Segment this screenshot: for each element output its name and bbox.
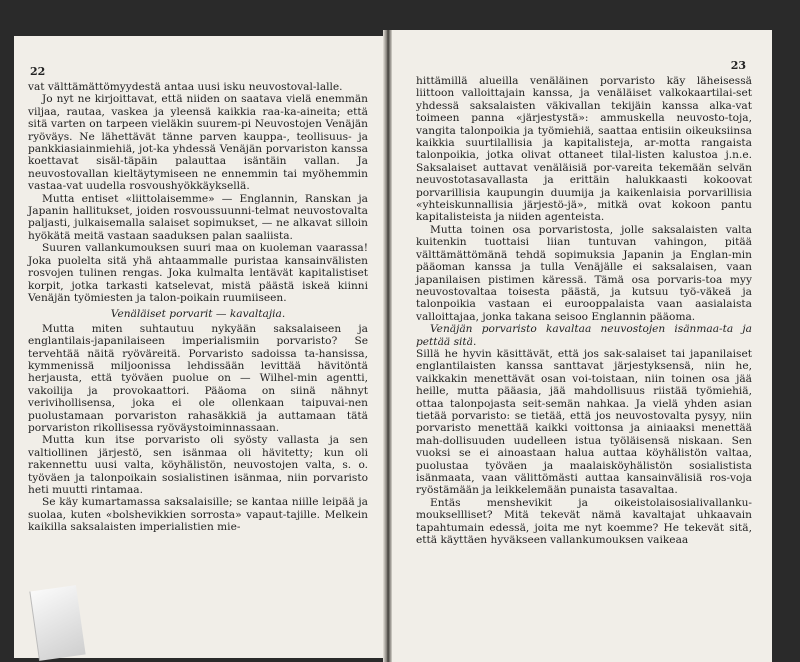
section-heading: Venäjän porvaristo kavaltaa neuvostojen isänmaa-ta ja pettää sitä. (416, 323, 752, 348)
page-corner-fold (29, 585, 85, 661)
paragraph: vat välttämättömyydestä antaa uusi isku neuvostoval-lalle. (28, 81, 343, 93)
right-page-text (416, 75, 752, 546)
page-number-left: 22 (30, 65, 46, 78)
paragraph: Sillä he hyvin käsittävät, että jos sak-salaiset tai japanilaiset englantilaisten kanssa santtavat järjestyksensä, niin he, vaikkakin menettävät osan voi-toistaan, niin toinen osa jää heille, mutta pääasia, jää mahdollisuus riistää työmiehiä, ottaa talonpojasta seit-semän nahkaa. Ja vielä yhden asian tietää porvaristo: se tietää, että jos neuvostovalta pysyy, niin porvaristo menettää kaikki voittonsa ja ainiaaksi menettää mah-dollisuuden uudelleen istua työläisensä niskaan. Sen vuoksi se ei ainoastaan halua auttaa köyhälistön valtaa, puolustaa työväen ja maalaisköyhälistön sosialistista isänmaata, vaan välittömästi auttaa kansainvälisiä ros-voja ryöstämään ja leikkelemään punaista tasavaltaa. (416, 347, 752, 497)
paragraph: Entäs menshevikit ja oikeistolaisosialivallanku-mouksellliset? Mitä tekevät nämä kavaltajat uhkaavain tapahtumain edessä, joita me nyt koemme? He tekevät sitä, että käyttäen hyväkseen vallankumouksen vaikeaa (416, 496, 752, 547)
paragraph: Se käy kumartamassa saksalaisille; se kantaa niille leipää ja suolaa, kuten «bolshevikkien sorrosta» vapaut-tajille. Melkein kaikilla saksalaisten imperialistien mie- (28, 496, 368, 534)
book-gutter (383, 30, 392, 662)
section-heading: Venäläiset porvarit — kavaltajia. (110, 308, 286, 321)
left-page-text (28, 81, 368, 534)
left-page (14, 36, 388, 658)
paragraph: Suuren vallankumouksen suuri maa on kuoleman vaarassa! Joka puolelta sitä yhä ahtaammalle puristaa kansainvälisten rosvojen tulinen rengas. Joka kulmalta lentävät kapitalistiset korpit, jotka tarkasti katselevat, mistä päästä iskeä kiinni Venäjän työmiesten ja talon-poikain ruumiiseen. (28, 242, 368, 304)
page-number-right: 23 (730, 59, 746, 72)
paragraph: Mutta entiset «liittolaisemme» — Englannin, Ranskan ja Japanin hallitukset, joiden rosvoussuunni-telmat neuvostovalta paljasti, julkaisemalla salaiset sopimukset, — ne alkavat silloin hyökätä meitä vastaan saaduksen palan saaliista. (28, 192, 368, 242)
paragraph: Mutta kun itse porvaristo oli syösty vallasta ja sen valtiollinen järjestö, sen isänmaa oli hävitetty; kun oli rakennettu uusi valta, köyhälistön, neuvostojen valta, s. o. työväen ja talonpoikain sosialistinen isänmaa, niin porvaristo heti muutti rintamaa. (28, 434, 368, 496)
paragraph: hittämillä alueilla venäläinen porvaristo käy läheisessä liittoon valloittajain kanssa, ja venäläiset valkokaartilai-set yhdessä saksalaisten väkivallan tekijäin kanssa alka-vat toimeen panna «järjestystä»: ammuskella neuvosto-toja, vangita talonpoikia ja työmiehiä, saattaa entisiin oikeuksiinsa kaikkia suurtilallisia ja kapitalisteja, ar-motta rangaista talonpoikia, jotka olivat ottaneet tilal-listen kalustoa j.n.e. Saksalaiset auttavat venäläisiä por-vareita tekemään selvän neuvostotasavallasta ja erittäin halukkaasti kokoovat porvarillisia kaupungin duumija ja kaikenlaisia porvarillisia «yhteiskunnallisia järjestö-jä», mitkä ovat kokoon pantu kapitalisteista ja niiden agenteista. (416, 75, 752, 224)
paragraph: Jo nyt ne kirjoittavat, että niiden on saatava vielä enemmän viljaa, rautaa, vaskea ja yleensä kaikkia raa-ka-aineita; että sitä varten on tarpeen vieläkin suurem-pi Neuvostojen Venäjän ryöväys. Ne lähettävät tänne parven kauppa-, teollisuus- ja pankkiasiainmiehiä, jot-ka yhdessä Venäjän porvariston kanssa koettavat sisäl-täpäin palauttaa isäntäin vallan. Ja neuvostovallan kieltäytymiseen ne ennemmin tai myöhemmin vastaa-vat uudella rosvoushyökkäyksellä. (28, 93, 368, 193)
paragraph: Mutta miten suhtautuu nykyään saksalaiseen ja englantilais-japanilaiseen imperialismiin porvaristo? Se tervehtää näitä ryöväreitä. Porvaristo sadoissa ta-hansissa, kymmenissä miljoonissa lehdissään levittää hävitöntä herjausta, että työväen puolue on — Wilhel-min agentti, vakoilija ja provokaattori. Pääoma on siinä nähnyt verivihollisensa, joka ei ole ollenkaan taipuvai-nen puolustamaan porvariston rahasäkkiä ja auttamaan tätä porvariston rikollisessa ryöväystoiminnassaan. (28, 322, 368, 434)
right-page (392, 30, 772, 662)
paragraph: Mutta toinen osa porvaristosta, jolle saksalaisten valta kuitenkin tuottaisi liian tuntuvan vahingon, pitää välttämättömänä tehdä sopimuksia Japanin ja Englan-min pääoman kanssa ja tulla Venäjälle ei saksalaisen, vaan japanilaisen pistimen käressä. Tämä osa porvaris-toa myy neuvostovaltaa toisesta päästä, ja kutsuu työ-väkeä ja talonpoikia vastaan ei eurooppalaista vaan aasialaista valloittajaa, jonka takana seisoo Englannin pääoma. (416, 223, 752, 323)
